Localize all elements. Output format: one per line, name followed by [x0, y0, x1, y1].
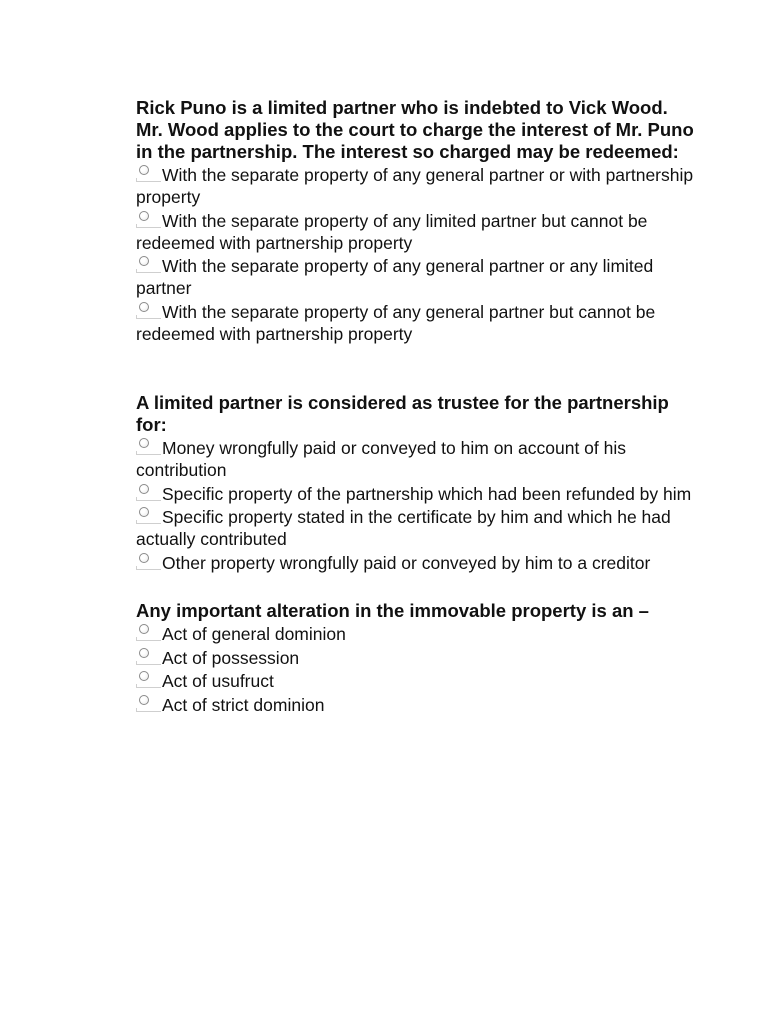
question-text: Rick Puno is a limited partner who is indebted to Vick Wood. Mr. Wood applies to the court to charge the interest of Mr. Puno in the partnership. The interest so charged may be redeemed:: [136, 97, 694, 162]
option-item[interactable]: [136, 164, 696, 208]
option-item[interactable]: [136, 670, 696, 692]
option-label: With the separate property of any general partner or any limited partner: [136, 256, 654, 298]
option-label: Act of general dominion: [162, 624, 346, 644]
radio-button[interactable]: [136, 623, 161, 641]
radio-button[interactable]: [136, 301, 161, 319]
option-label: Other property wrongfully paid or conveyed by him to a creditor: [162, 553, 651, 573]
option-label: With the separate property of any limited partner but cannot be redeemed with partnership property: [136, 211, 648, 253]
radio-button[interactable]: [136, 647, 161, 665]
option-item[interactable]: [136, 483, 696, 505]
radio-button[interactable]: [136, 255, 161, 273]
question-2: [136, 392, 696, 574]
radio-button[interactable]: [136, 483, 161, 501]
radio-button[interactable]: [136, 670, 161, 688]
option-list: [136, 164, 696, 345]
option-label: Specific property stated in the certificate by him and which he had actually contributed: [136, 507, 671, 549]
quiz-page: [136, 97, 696, 716]
option-item[interactable]: [136, 506, 696, 550]
radio-button[interactable]: [136, 210, 161, 228]
option-item[interactable]: [136, 647, 696, 669]
question-1: [136, 97, 696, 345]
option-item[interactable]: [136, 210, 696, 254]
option-item[interactable]: [136, 437, 696, 481]
radio-button[interactable]: [136, 164, 161, 182]
option-item[interactable]: [136, 694, 696, 716]
option-label: With the separate property of any general partner or with partnership property: [136, 165, 694, 207]
radio-button[interactable]: [136, 552, 161, 570]
option-label: Act of usufruct: [162, 671, 274, 691]
question-text: Any important alteration in the immovable property is an –: [136, 600, 649, 621]
option-item[interactable]: [136, 255, 696, 299]
question-text: A limited partner is considered as trustee for the partnership for:: [136, 392, 669, 435]
option-label: With the separate property of any general partner but cannot be redeemed with partnership property: [136, 302, 656, 344]
option-list: [136, 623, 696, 716]
option-label: Specific property of the partnership which had been refunded by him: [162, 484, 692, 504]
option-item[interactable]: [136, 623, 696, 645]
option-item[interactable]: [136, 552, 696, 574]
question-3: [136, 600, 696, 716]
radio-button[interactable]: [136, 437, 161, 455]
radio-button[interactable]: [136, 506, 161, 524]
option-label: Act of possession: [162, 648, 300, 668]
option-list: [136, 437, 696, 574]
option-label: Act of strict dominion: [162, 695, 325, 715]
radio-button[interactable]: [136, 694, 161, 712]
option-item[interactable]: [136, 301, 696, 345]
option-label: Money wrongfully paid or conveyed to him on account of his contribution: [136, 438, 627, 480]
